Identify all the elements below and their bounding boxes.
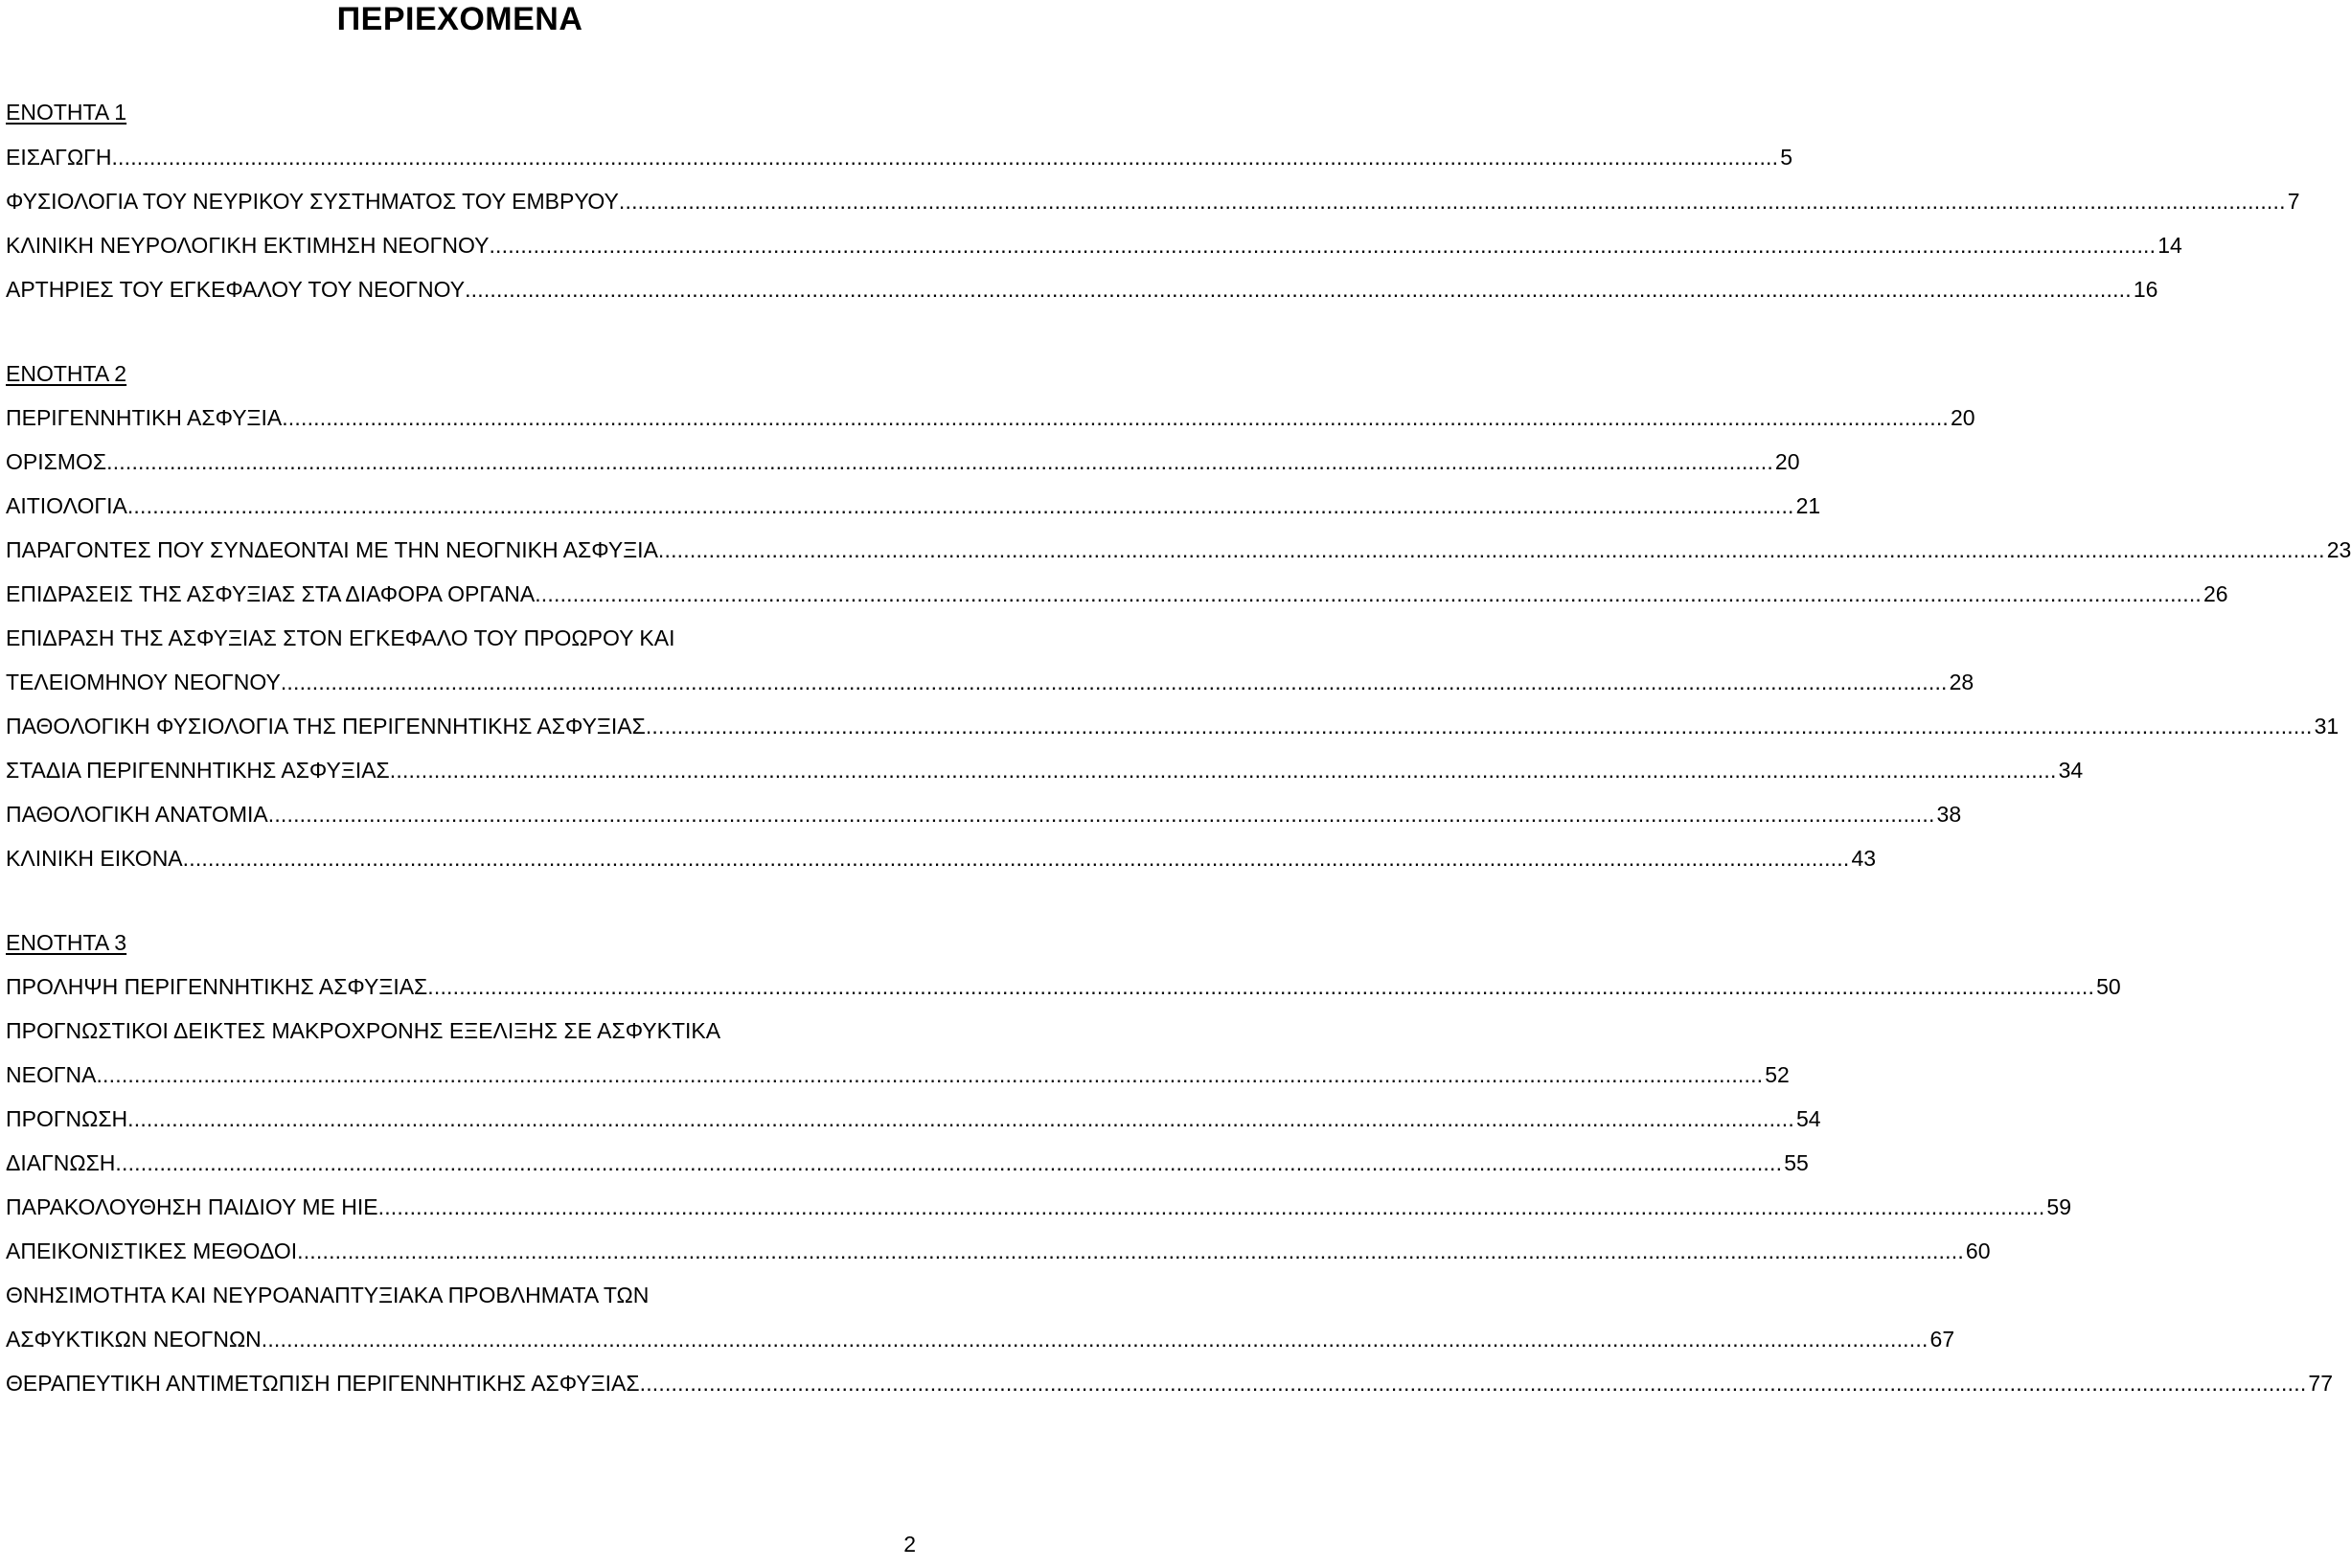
toc-entry-title: ΕΙΣΑΓΩΓΗ	[6, 145, 112, 170]
toc-entry-page: 21	[1795, 493, 1821, 518]
toc-entry[interactable]	[6, 270, 2158, 308]
toc-entry-page: 59	[2046, 1194, 2072, 1219]
dot-leader	[183, 839, 1850, 877]
toc-entry-title: ΠΡΟΛΗΨΗ ΠΕΡΙΓΕΝΝΗΤΙΚΗΣ ΑΣΦΥΞΙΑΣ	[6, 974, 428, 999]
dot-leader	[646, 707, 2313, 745]
toc-entry-page: 52	[1765, 1062, 1790, 1087]
toc-entry[interactable]	[6, 138, 1793, 176]
dot-leader	[127, 487, 1794, 525]
dot-leader	[115, 1144, 1782, 1182]
dot-leader	[489, 226, 2156, 264]
page-title: ΠΕΡΙΕΧΟΜΕΝΑ	[336, 1, 583, 37]
dot-leader	[268, 795, 1935, 833]
dot-leader	[640, 1364, 2307, 1402]
toc-entry-page: 20	[1774, 449, 1800, 474]
toc-entry-page: 14	[2157, 233, 2182, 258]
toc-entry-title-line1[interactable]: ΠΡΟΓΝΩΣΤΙΚΟΙ ΔΕΙΚΤΕΣ ΜΑΚΡΟΧΡΟΝΗΣ ΕΞΕΛΙΞΗΣ ΣΕ ΑΣΦΥΚΤΙΚΑ	[6, 1018, 721, 1043]
toc-entry-page: 50	[2096, 974, 2121, 999]
toc-entry-title: ΠΑΡΑΚΟΛΟΥΘΗΣΗ ΠΑΙΔΙΟΥ ΜΕ ΗΙΕ	[6, 1194, 378, 1219]
toc-entry-page: 38	[1936, 802, 1962, 827]
toc-entry[interactable]	[6, 1188, 2072, 1226]
toc-entry-title: ΦΥΣΙΟΛΟΓΙΑ ΤΟΥ ΝΕΥΡΙΚΟΥ ΣΥΣΤΗΜΑΤΟΣ ΤΟΥ ΕΜΒΡΥΟΥ	[6, 189, 619, 214]
toc-entry-title: ΑΣΦΥΚΤΙΚΩΝ ΝΕΟΓΝΩΝ	[6, 1327, 262, 1352]
toc-entry-page: 20	[1951, 405, 1975, 430]
toc-entry-page: 54	[1795, 1106, 1821, 1131]
toc-entry-title: ΣΤΑΔΙΑ ΠΕΡΙΓΕΝΝΗΤΙΚΗΣ ΑΣΦΥΞΙΑΣ	[6, 758, 390, 783]
toc-entry[interactable]	[6, 1056, 1790, 1094]
toc-entry[interactable]	[6, 663, 1974, 701]
toc-entry-title-line1[interactable]: ΘΝΗΣΙΜΟΤΗΤΑ ΚΑΙ ΝΕΥΡΟΑΝΑΠΤΥΞΙΑΚΑ ΠΡΟΒΛΗΜΑΤΑ ΤΩΝ	[6, 1283, 650, 1307]
toc-entry-title: ΑΠΕΙΚΟΝΙΣΤΙΚΕΣ ΜΕΘΟΔΟΙ	[6, 1238, 298, 1263]
toc-entry-title: ΤΕΛΕΙΟΜΗΝΟΥ ΝΕΟΓΝΟΥ	[6, 670, 281, 694]
toc-entry-page: 77	[2308, 1371, 2333, 1396]
dot-leader	[658, 531, 2325, 569]
toc-entry-page: 43	[1851, 846, 1877, 871]
toc-entry[interactable]	[6, 182, 2300, 220]
dot-leader	[297, 1232, 1964, 1270]
toc-entry-title-line1[interactable]: ΕΠΙΔΡΑΣΗ ΤΗΣ ΑΣΦΥΞΙΑΣ ΣΤΟΝ ΕΓΚΕΦΑΛΟ ΤΟΥ ΠΡΟΩΡΟΥ ΚΑΙ	[6, 625, 675, 650]
section-heading: ΕΝΟΤΗΤΑ 2	[6, 361, 127, 386]
toc-entry-title: ΕΠΙΔΡΑΣΕΙΣ ΤΗΣ ΑΣΦΥΞΙΑΣ ΣΤΑ ΔΙΑΦΟΡΑ ΟΡΓΑΝΑ	[6, 581, 536, 606]
toc-entry-page: 67	[1929, 1327, 1955, 1352]
toc-entry-page: 55	[1784, 1150, 1809, 1175]
dot-leader	[465, 270, 2132, 308]
dot-leader	[111, 138, 1778, 176]
toc-entry-title: ΠΡΟΓΝΩΣΗ	[6, 1106, 128, 1131]
toc-entry-title: ΑΡΤΗΡΙΕΣ ΤΟΥ ΕΓΚΕΦΑΛΟΥ ΤΟΥ ΝΕΟΓΝΟΥ	[6, 277, 466, 302]
toc-entry-title: ΔΙΑΓΝΩΣΗ	[6, 1150, 116, 1175]
toc-entry-page: 34	[2058, 758, 2084, 783]
toc-entry[interactable]	[6, 751, 2084, 789]
dot-leader	[427, 967, 2094, 1006]
toc-entry-title: ΚΛΙΝΙΚΗ ΕΙΚΟΝΑ	[6, 846, 183, 871]
dot-leader	[619, 182, 2286, 220]
toc-entry-title: ΘΕΡΑΠΕΥΤΙΚΗ ΑΝΤΙΜΕΤΩΠΙΣΗ ΠΕΡΙΓΕΝΝΗΤΙΚΗΣ ΑΣΦΥΞΙΑΣ	[6, 1371, 640, 1396]
dot-leader	[281, 663, 1948, 701]
toc-entry[interactable]	[6, 839, 1877, 877]
toc-entry-page: 28	[1949, 670, 1974, 694]
dot-leader	[535, 575, 2202, 613]
toc-entry[interactable]	[6, 967, 2121, 1006]
toc-entry-page: 7	[2287, 189, 2300, 214]
toc-entry[interactable]	[6, 443, 1800, 481]
toc-entry-page: 26	[2203, 581, 2228, 606]
table-of-contents	[6, 0, 2351, 1568]
toc-entry[interactable]	[6, 1364, 2333, 1402]
toc-entry-title: ΠΕΡΙΓΕΝΝΗΤΙΚΗ ΑΣΦΥΞΙΑ	[6, 405, 283, 430]
toc-entry[interactable]	[6, 531, 2351, 569]
toc-entry-page: 60	[1965, 1238, 1991, 1263]
dot-leader	[378, 1188, 2045, 1226]
toc-entry-title: ΑΙΤΙΟΛΟΓΙΑ	[6, 493, 127, 518]
toc-entry-page: 16	[2133, 277, 2158, 302]
dot-leader	[282, 398, 1949, 437]
dot-leader	[390, 751, 2057, 789]
toc-entry[interactable]	[6, 707, 2340, 745]
dot-leader	[96, 1056, 1763, 1094]
page-number: 2	[903, 1532, 916, 1557]
toc-entry[interactable]	[6, 795, 1962, 833]
dot-leader	[127, 1100, 1794, 1138]
toc-entry[interactable]	[6, 1144, 1809, 1182]
toc-entry[interactable]	[6, 226, 2182, 264]
section-heading: ΕΝΟΤΗΤΑ 3	[6, 930, 127, 955]
toc-entry-page: 31	[2314, 714, 2340, 739]
toc-entry-page: 23	[2326, 537, 2351, 562]
dot-leader	[106, 443, 1773, 481]
dot-leader	[262, 1320, 1929, 1358]
toc-entry-title: ΟΡΙΣΜΟΣ	[6, 449, 107, 474]
toc-entry-title: ΠΑΘΟΛΟΓΙΚΗ ΦΥΣΙΟΛΟΓΙΑ ΤΗΣ ΠΕΡΙΓΕΝΝΗΤΙΚΗΣ ΑΣΦΥΞΙΑΣ	[6, 714, 646, 739]
toc-entry-title: ΚΛΙΝΙΚΗ ΝΕΥΡΟΛΟΓΙΚΗ ΕΚΤΙΜΗΣΗ ΝΕΟΓΝΟΥ	[6, 233, 490, 258]
toc-entry[interactable]	[6, 1320, 1955, 1358]
toc-entry[interactable]	[6, 575, 2228, 613]
toc-entry-title: ΠΑΡΑΓΟΝΤΕΣ ΠΟΥ ΣΥΝΔΕΟΝΤΑΙ ΜΕ ΤΗΝ ΝΕΟΓΝΙΚΗ ΑΣΦΥΞΙΑ	[6, 537, 658, 562]
toc-entry-page: 5	[1780, 145, 1793, 170]
toc-entry-title: ΠΑΘΟΛΟΓΙΚΗ ΑΝΑΤΟΜΙΑ	[6, 802, 268, 827]
toc-entry[interactable]	[6, 1232, 1991, 1270]
section-heading: ΕΝΟΤΗΤΑ 1	[6, 100, 127, 125]
toc-entry-title: ΝΕΟΓΝΑ	[6, 1062, 97, 1087]
toc-entry[interactable]	[6, 1100, 1821, 1138]
toc-entry[interactable]	[6, 398, 1975, 437]
toc-entry[interactable]	[6, 487, 1821, 525]
